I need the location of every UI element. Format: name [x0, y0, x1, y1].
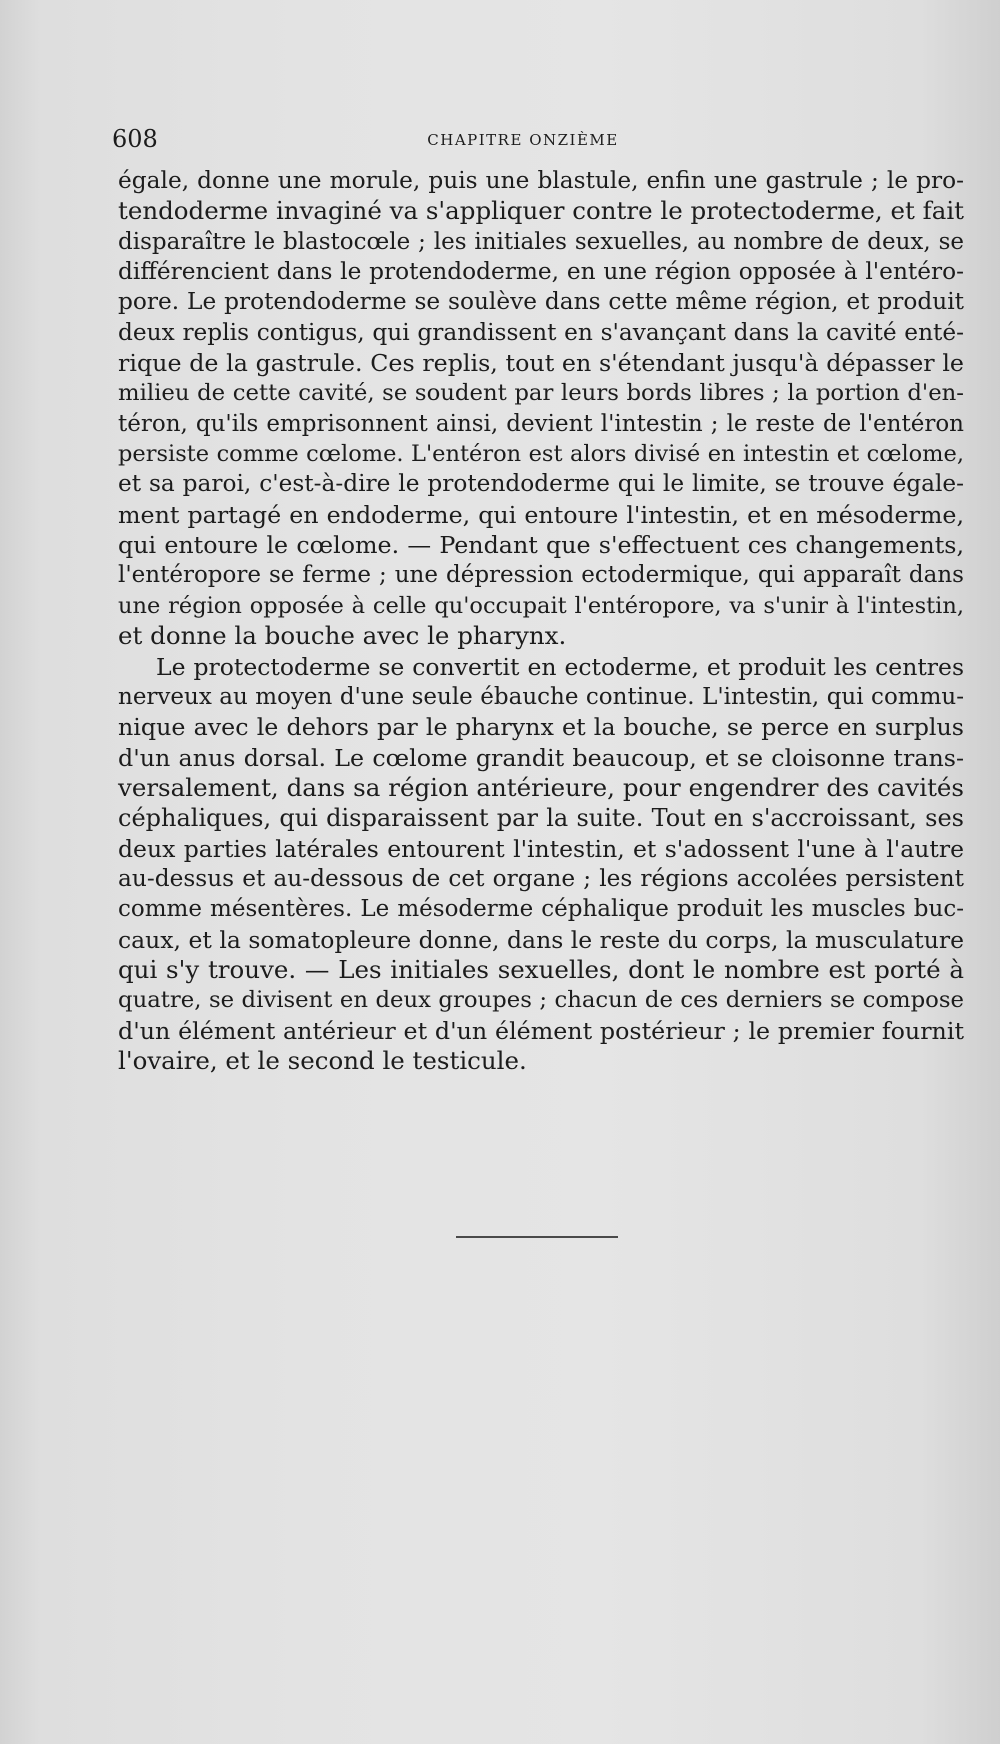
text-line: comme mésentères. Le mésoderme céphalique produit les muscles buc- [118, 896, 964, 923]
text-line: disparaître le blastocœle ; les initiales sexuelles, au nombre de deux, se [118, 228, 964, 255]
text-line: céphaliques, qui disparaissent par la suite. Tout en s'accroissant, ses [118, 804, 964, 833]
text-line: l'ovaire, et le second le testicule. [118, 1045, 527, 1075]
text-line: différencient dans le protendoderme, en une région opposée à l'entéro- [118, 258, 964, 286]
text-line: ment partagé en endoderme, qui entoure l'intestin, et en mésoderme, [118, 500, 964, 529]
text-line: égale, donne une morule, puis une blastule, enfin une gastrule ; le pro- [118, 167, 964, 194]
text-line: pore. Le protendoderme se soulève dans cette même région, et produit [118, 288, 964, 316]
text-line: rique de la gastrule. Ces replis, tout en s'étendant jusqu'à dépasser le [118, 349, 964, 378]
text-line: tendoderme invaginé va s'appliquer contre le protectoderme, et fait [118, 196, 964, 226]
text-line: et donne la bouche avec le pharynx. [118, 621, 567, 651]
text-line: d'un anus dorsal. Le cœlome grandit beaucoup, et se cloisonne trans- [118, 743, 964, 772]
text-line: qui s'y trouve. — Les initiales sexuelles, dont le nombre est porté à [118, 954, 964, 984]
text-line: Le protectoderme se convertit en ectoderme, et produit les centres [156, 652, 964, 681]
text-line: nique avec le dehors par le pharynx et la bouche, se perce en surplus [118, 713, 964, 742]
text-line: milieu de cette cavité, se soudent par leurs bords libres ; la portion d'en- [118, 380, 964, 407]
text-line: d'un élément antérieur et d'un élément postérieur ; le premier fournit [118, 1016, 964, 1045]
text-line: une région opposée à celle qu'occupait l'entéropore, va s'unir à l'intestin, [118, 592, 964, 619]
text-line: au-dessus et au-dessous de cet organe ; les régions accolées persistent [118, 864, 964, 892]
text-line: versalement, dans sa région antérieure, pour engendrer des cavités [118, 772, 964, 802]
text-line: et sa paroi, c'est-à-dire le protendoderme qui le limite, se trouve égale- [118, 470, 964, 498]
text-line: persiste comme cœlome. L'entéron est alors divisé en intestin et cœlome, [118, 441, 964, 468]
text-line: téron, qu'ils emprisonnent ainsi, devient l'intestin ; le reste de l'entéron [118, 410, 964, 437]
paragraph-1 [118, 166, 964, 652]
paragraph-2 [118, 652, 964, 1077]
text-line: qui entoure le cœlome. — Pendant que s'effectuent ces changements, [118, 531, 964, 560]
text-line: deux parties latérales entourent l'intestin, et s'adossent l'une à l'autre [118, 834, 964, 863]
page-number: 608 [112, 125, 158, 153]
body-text [118, 166, 964, 1076]
text-line: l'entéropore se ferme ; une dépression ectodermique, qui apparaît dans [118, 562, 964, 589]
text-line: quatre, se divisent en deux groupes ; chacun de ces derniers se compose [118, 987, 964, 1014]
text-line: nerveux au moyen d'une seule ébauche continue. L'intestin, qui commu- [118, 683, 964, 710]
running-head: CHAPITRE ONZIÈME [427, 131, 619, 149]
text-line: deux replis contigus, qui grandissent en s'avançant dans la cavité enté- [118, 318, 964, 346]
text-line: caux, et la somatopleure donne, dans le reste du corps, la musculature [118, 925, 964, 954]
section-end-rule [456, 1236, 618, 1238]
page-header [112, 124, 934, 154]
